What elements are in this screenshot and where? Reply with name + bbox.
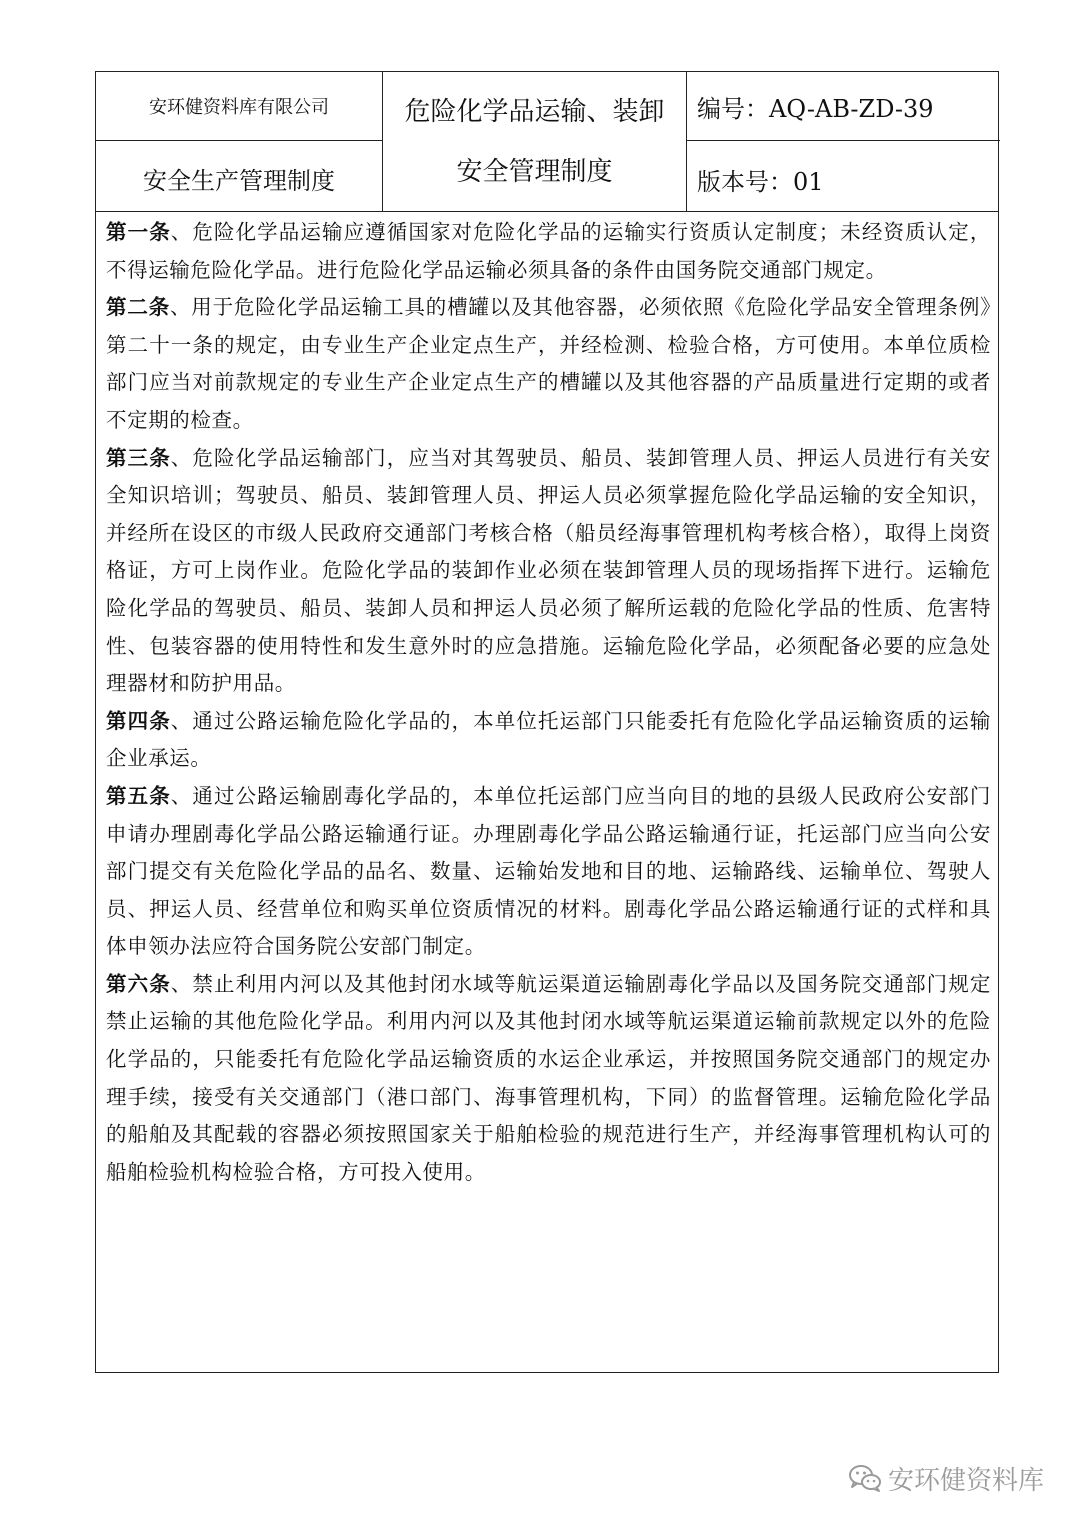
article-text: 、通过公路运输危险化学品的，本单位托运部门只能委托有危险化学品运输资质的运输企业承运。 bbox=[106, 708, 991, 771]
watermark-text: 安环健资料库 bbox=[888, 1465, 1045, 1496]
company-name: 安环健资料库有限公司 bbox=[96, 72, 383, 141]
article-number: 第三条 bbox=[106, 445, 171, 470]
article-number: 第二条 bbox=[106, 295, 170, 320]
document-title-line1: 危险化学品运输、装卸 bbox=[404, 96, 665, 127]
article-text: 、用于危险化学品运输工具的槽罐以及其他容器，必须依照《危险化学品安全管理条例》第二十一条的规定，由专业生产企业定点生产，并经检测、检验合格，方可使用。本单位质检部门应当对前款规定的专业生产企业定点生产的槽罐以及其他容器的产品质量进行定期的或者不定期的检查。 bbox=[106, 295, 991, 432]
article-text: 、通过公路运输剧毒化学品的，本单位托运部门应当向目的地的县级人民政府公安部门申请办理剧毒化学品公路运输通行证。办理剧毒化学品公路运输通行证，托运部门应当向公安部门提交有关危险化学品的品名、数量、运输始发地和目的地、运输路线、运输单位、驾驶人员、押运人员、经营单位和购买单位资质情况的材料。剧毒化学品公路运输通行证的式样和具体申领办法应符合国务院公安部门制定。 bbox=[106, 783, 991, 959]
article-number: 第一条 bbox=[106, 220, 171, 244]
document-version: 版本号：01 bbox=[697, 167, 824, 196]
document-body bbox=[106, 214, 991, 1191]
article-6 bbox=[106, 966, 991, 1192]
wechat-icon bbox=[848, 1463, 882, 1493]
document-code: 编号：AQ-AB-ZD-39 bbox=[687, 72, 1000, 141]
article-3 bbox=[106, 440, 991, 703]
document-title bbox=[383, 72, 687, 211]
article-1 bbox=[106, 214, 991, 289]
article-text: 、危险化学品运输应遵循国家对危险化学品的运输实行资质认定制度；未经资质认定，不得运输危险化学品。进行危险化学品运输必须具备的条件由国务院交通部门规定。 bbox=[106, 220, 991, 282]
article-text: 、禁止利用内河以及其他封闭水域等航运渠道运输剧毒化学品以及国务院交通部门规定禁止运输的其他危险化学品。利用内河以及其他封闭水域等航运渠道运输前款规定以外的危险化学品的，只能委托有危险化学品运输资质的水运企业承运，并按照国务院交通部门的规定办理手续，接受有关交通部门（港口部门、海事管理机构，下同）的监督管理。运输危险化学品的船舶及其配载的容器必须按照国家关于船舶检验的规范进行生产，并经海事管理机构认可的船舶检验机构检验合格，方可投入使用。 bbox=[106, 971, 991, 1184]
article-text: 、危险化学品运输部门，应当对其驾驶员、船员、装卸管理人员、押运人员进行有关安全知识培训；驾驶员、船员、装卸管理人员、押运人员必须掌握危险化学品运输的安全知识，并经所在设区的市级人民政府交通部门考核合格（船员经海事管理机构考核合格），取得上岗资格证，方可上岗作业。危险化学品的装卸作业必须在装卸管理人员的现场指挥下进行。运输危险化学品的驾驶员、船员、装卸人员和押运人员必须了解所运载的危险化学品的性质、危害特性、包装容器的使用特性和发生意外时的应急措施。运输危险化学品，必须配备必要的应急处理器材和防护用品。 bbox=[106, 445, 991, 696]
document-page bbox=[95, 71, 999, 1373]
document-header-table bbox=[96, 72, 998, 212]
article-number: 第四条 bbox=[106, 708, 171, 733]
article-number: 第六条 bbox=[106, 971, 171, 996]
watermark bbox=[848, 1458, 1044, 1498]
article-4 bbox=[106, 703, 991, 778]
article-number: 第五条 bbox=[106, 783, 171, 808]
document-category: 安全生产管理制度 bbox=[96, 141, 383, 211]
article-5 bbox=[106, 778, 991, 966]
document-title-line2: 安全管理制度 bbox=[456, 156, 613, 187]
article-2 bbox=[106, 289, 991, 439]
